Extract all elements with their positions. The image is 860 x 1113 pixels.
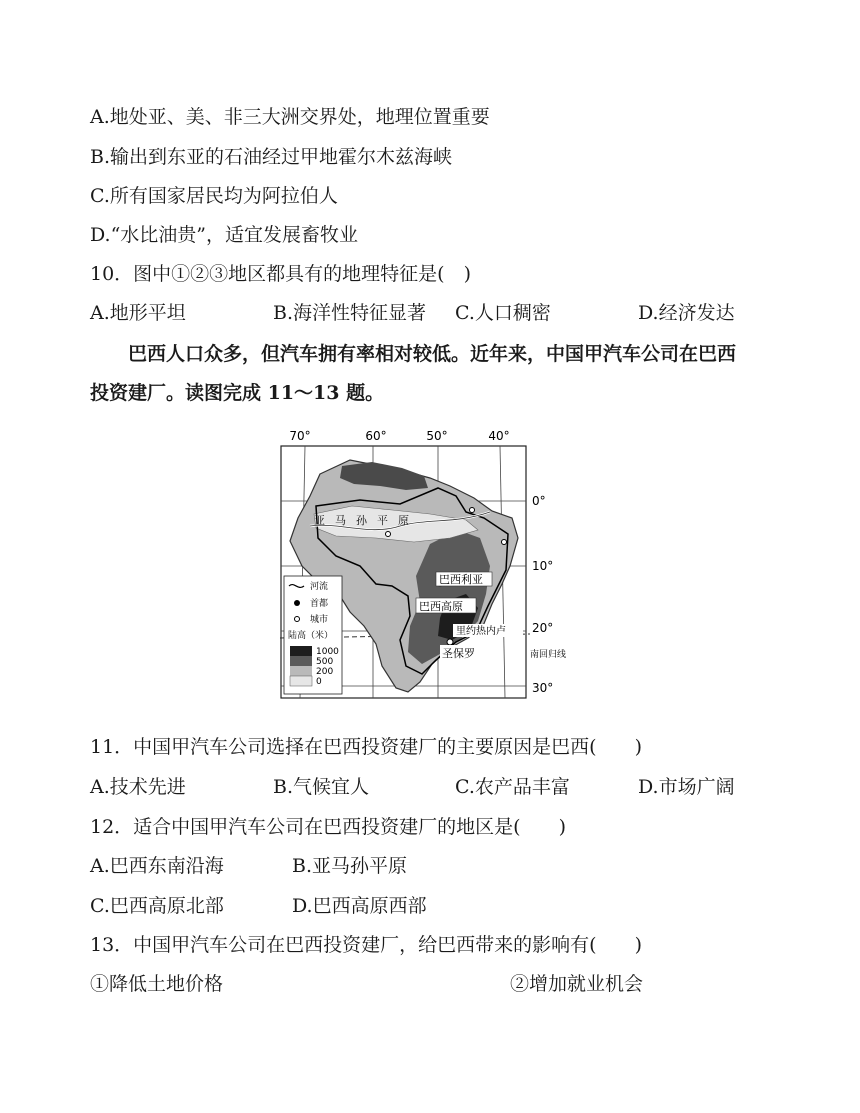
label-rio-de-janeiro: 里约热内卢 — [456, 626, 506, 637]
label-brasilia: 巴西利亚 — [439, 573, 483, 586]
q9-option-d: D.“水比油贵”，适宜发展畜牧业 — [90, 224, 359, 246]
q11-option-c: C.农产品丰富 — [455, 776, 570, 798]
city-marker-sao-paulo — [447, 639, 453, 645]
lat-label-10: 10° — [532, 559, 554, 573]
q13-stem: 13．中国甲汽车公司在巴西投资建厂，给巴西带来的影响有( ) — [90, 934, 643, 956]
q10-stem: 10．图中①②③地区都具有的地理特征是( ) — [90, 263, 472, 285]
swatch-0 — [290, 676, 312, 686]
region-label-amazon-plain: 亚马孙平原 — [314, 514, 419, 527]
q12-stem: 12．适合中国甲汽车公司在巴西投资建厂的地区是( ) — [90, 816, 567, 838]
q11-option-a: A.技术先进 — [90, 776, 186, 798]
legend-level-1000: 1000 — [316, 647, 339, 657]
capital-icon — [294, 600, 300, 606]
lat-label-30: 30° — [532, 681, 554, 695]
q12-option-c: C.巴西高原北部 — [90, 895, 224, 917]
label-brazilian-highlands: 巴西高原 — [419, 600, 463, 613]
q10-option-d: D.经济发达 — [638, 302, 735, 324]
q10-option-b: B.海洋性特征显著 — [273, 302, 427, 324]
city-marker-ne — [502, 540, 507, 545]
tropic-label: 南回归线 — [530, 650, 567, 660]
city-marker-belem — [470, 508, 475, 513]
legend-level-500: 500 — [316, 657, 334, 667]
q11-option-b: B.气候宜人 — [273, 776, 370, 798]
q9-option-a: A.地处亚、美、非三大洲交界处，地理位置重要 — [90, 106, 490, 128]
lon-label-40: 40° — [488, 429, 510, 443]
legend-level-200: 200 — [316, 667, 334, 677]
intro-line-1: 巴西人口众多，但汽车拥有率相对较低。近年来，中国甲汽车公司在巴西 — [128, 343, 737, 365]
legend-river: 河流 — [310, 582, 329, 592]
lon-label-60: 60° — [365, 429, 387, 443]
q10-option-a: A.地形平坦 — [90, 302, 186, 324]
swatch-1000 — [290, 646, 312, 656]
q12-option-b: B.亚马孙平原 — [292, 855, 408, 877]
swatch-200 — [290, 666, 312, 676]
map-legend — [284, 576, 342, 694]
lon-label-50: 50° — [426, 429, 448, 443]
q12-option-d: D.巴西高原西部 — [292, 895, 427, 917]
legend-level-0: 0 — [316, 677, 322, 687]
q9-option-b: B.输出到东亚的石油经过甲地霍尔木兹海峡 — [90, 146, 453, 168]
lat-label-20: 20° — [532, 621, 554, 635]
q11-option-d: D.市场广阔 — [638, 776, 735, 798]
q10-option-c: C.人口稠密 — [455, 302, 551, 324]
city-marker-manaus — [386, 532, 391, 537]
brazil-map — [280, 426, 590, 702]
q12-option-a: A.巴西东南沿海 — [90, 855, 224, 877]
legend-city: 城市 — [310, 615, 329, 625]
q13-option-1: ①降低土地价格 — [90, 973, 224, 995]
city-icon — [295, 617, 300, 622]
lon-label-70: 70° — [289, 429, 311, 443]
q11-stem: 11．中国甲汽车公司选择在巴西投资建厂的主要原因是巴西( ) — [90, 736, 643, 758]
intro-line-2: 投资建厂。读图完成 11～13 题。 — [90, 382, 385, 404]
legend-capital: 首都 — [310, 599, 329, 609]
legend-elev-title: 陆高（米） — [288, 631, 334, 641]
q13-option-2: ②增加就业机会 — [510, 973, 644, 995]
swatch-500 — [290, 656, 312, 666]
q9-option-c: C.所有国家居民均为阿拉伯人 — [90, 185, 338, 207]
label-sao-paulo: 圣保罗 — [442, 647, 475, 660]
lat-label-0: 0° — [532, 494, 546, 508]
